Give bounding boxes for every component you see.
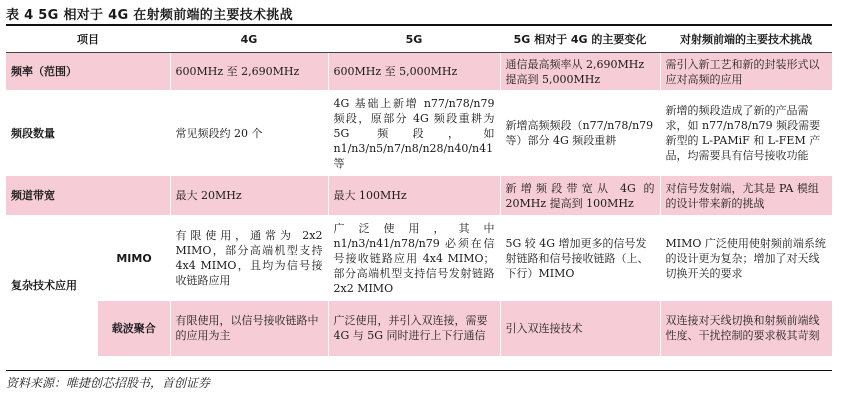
cell-4g: 最大 20MHz	[170, 176, 328, 216]
cell-4g: 有限使用，通常为 2x2 MIMO，部分高端机型支持 4x4 MIMO，且均为信号接收链路应用	[170, 216, 328, 301]
header-4g: 4G	[170, 27, 328, 53]
cell-change: 新增高频频段（n77/n78/n79 等）部分 4G 频段重耕	[500, 91, 660, 176]
table-row	[6, 91, 832, 176]
table-caption: 表 4 5G 相对于 4G 在射频前端的主要技术挑战	[6, 8, 293, 23]
cell-change: 引入双连接技术	[500, 301, 660, 356]
cell-4g: 常见频段约 20 个	[170, 91, 328, 176]
row-label: 频率（范围）	[6, 53, 170, 91]
cell-5g: 广泛使用，其中 n1/n3/n41/n78/n79 必须在信号接收链路应用 4x4 MIMO；部分高端机型支持信号发射链路 2x2 MIMO	[328, 216, 500, 301]
row-label: 频段数量	[6, 91, 170, 176]
table-row	[6, 53, 832, 91]
row-label: 频道带宽	[6, 176, 170, 216]
cell-5g: 600MHz 至 5,000MHz	[328, 53, 500, 91]
header-challenge: 对射频前端的主要技术挑战	[660, 27, 832, 53]
header-5g: 5G	[328, 27, 500, 53]
table-bottom-rule	[6, 370, 832, 371]
cell-4g: 有限使用，以信号接收链路中的应用为主	[170, 301, 328, 356]
cell-5g: 4G 基础上新增 n77/n78/n79 频段，原部分 4G 频段重耕为 5G 频段，如 n1/n3/n5/n7/n8/n28/n40/n41 等	[328, 91, 500, 176]
row-label: 复杂技术应用	[6, 216, 98, 356]
sub-label: 载波聚合	[98, 301, 170, 356]
table-row	[6, 216, 832, 301]
cell-5g: 广泛使用，并引入双连接，需要 4G 与 5G 同时进行上下行通信	[328, 301, 500, 356]
cell-challenge: 新增的频段造成了新的产品需求，如 n77/n78/n79 频段需要新型的 L-PAMiF 和 L-FEM 产品，均需要具有信号接收功能	[660, 91, 832, 176]
cell-change: 通信最高频率从 2,690MHz 提高到 5,000MHz	[500, 53, 660, 91]
cell-challenge: 对信号发射端，尤其是 PA 模组的设计带来新的挑战	[660, 176, 832, 216]
caption-rule	[6, 24, 832, 26]
header-change: 5G 相对于 4G 的主要变化	[500, 27, 660, 53]
comparison-table	[6, 27, 832, 356]
cell-change: 新增频段带宽从 4G 的 20MHz 提高到 100MHz	[500, 176, 660, 216]
table-row	[6, 301, 832, 356]
header-item: 项目	[6, 27, 170, 53]
table-row	[6, 176, 832, 216]
source-note: 资料来源：唯捷创芯招股书，首创证券	[6, 376, 211, 390]
cell-challenge: 需引入新工艺和新的封装形式以应对高频的应用	[660, 53, 832, 91]
header-row	[6, 27, 832, 53]
cell-4g: 600MHz 至 2,690MHz	[170, 53, 328, 91]
cell-challenge: MIMO 广泛使用使射频前端系统的设计更为复杂；增加了对天线切换开关的要求	[660, 216, 832, 301]
cell-challenge: 双连接对天线切换和射频前端线性度、干扰控制的要求极其苛刻	[660, 301, 832, 356]
cell-change: 5G 较 4G 增加更多的信号发射链路和信号接收链路（上、下行）MIMO	[500, 216, 660, 301]
cell-5g: 最大 100MHz	[328, 176, 500, 216]
sub-label: MIMO	[98, 216, 170, 301]
